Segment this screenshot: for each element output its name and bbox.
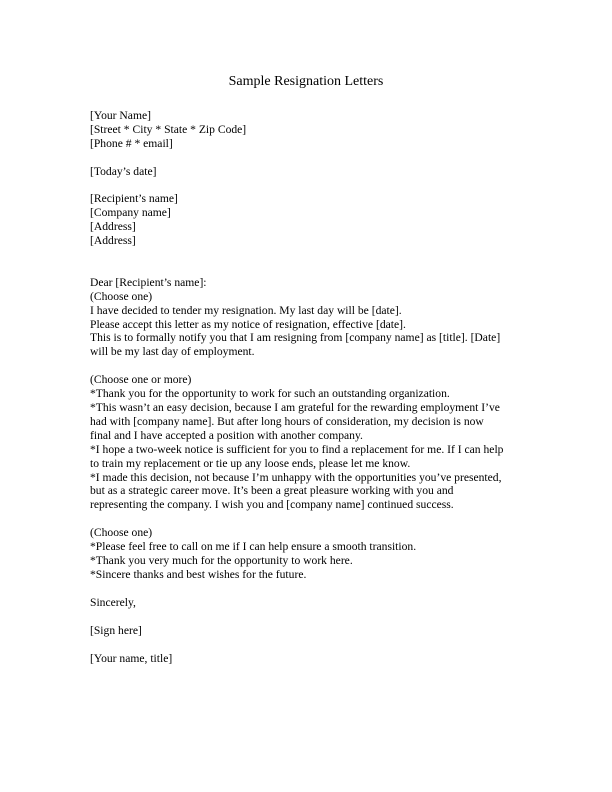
option-line: *Please feel free to call on me if I can help ensure a smooth transition.	[90, 540, 417, 554]
document-title: Sample Resignation Letters	[228, 74, 384, 89]
option-line: *I made this decision, not because I’m unhappy with the opportunities you’ve presented,	[90, 470, 502, 484]
option-line: had with [company name]. But after long hours of consideration, my decision is now	[90, 414, 484, 428]
sender-block	[90, 109, 530, 151]
recipient-address-line: [Address]	[90, 234, 136, 248]
section-heading: (Choose one)	[90, 526, 153, 540]
option-line: *Thank you very much for the opportunity to work here.	[90, 553, 353, 567]
option-line: I have decided to tender my resignation. My last day will be [date].	[90, 303, 402, 317]
letter-date: [Today’s date]	[90, 164, 157, 178]
letter-body	[90, 109, 530, 666]
section-heading: (Choose one or more)	[90, 373, 192, 387]
option-line: Please accept this letter as my notice of resignation, effective [date].	[90, 317, 406, 331]
option-line: *I hope a two-week notice is sufficient for you to find a replacement for me. If I can help	[90, 442, 504, 456]
sender-contact: [Phone # * email]	[90, 136, 173, 150]
section-heading: (Choose one)	[90, 289, 153, 303]
option-section-3	[90, 526, 530, 582]
signature-placeholder: [Sign here]	[90, 624, 142, 638]
recipient-address-line: [Address]	[90, 220, 136, 234]
option-line: final and I have accepted a position with another company.	[90, 428, 363, 442]
option-line: will be my last day of employment.	[90, 345, 255, 359]
signoff-name: [Your name, title]	[90, 652, 173, 666]
sender-name: [Your Name]	[90, 109, 151, 122]
option-line: *Thank you for the opportunity to work for such an outstanding organization.	[90, 387, 450, 401]
recipient-block	[90, 192, 530, 248]
salutation: Dear [Recipient’s name]:	[90, 275, 207, 289]
option-line: This is to formally notify you that I am resigning from [company name] as [title]. [Date]	[90, 331, 501, 345]
option-line: *This wasn’t an easy decision, because I am grateful for the rewarding employment I’ve	[90, 400, 500, 414]
recipient-name: [Recipient’s name]	[90, 192, 178, 206]
sender-address: [Street * City * State * Zip Code]	[90, 122, 247, 136]
option-line: but as a strategic career move. It’s been a great pleasure working with you and	[90, 484, 454, 498]
option-line: representing the company. I wish you and [company name] continued success.	[90, 498, 454, 512]
option-line: *Sincere thanks and best wishes for the future.	[90, 567, 307, 581]
recipient-company: [Company name]	[90, 206, 171, 220]
option-section-1	[90, 290, 530, 360]
option-line: to train my replacement or tie up any loose ends, please let me know.	[90, 456, 411, 470]
option-section-2	[90, 373, 530, 512]
closing: Sincerely,	[90, 595, 136, 609]
